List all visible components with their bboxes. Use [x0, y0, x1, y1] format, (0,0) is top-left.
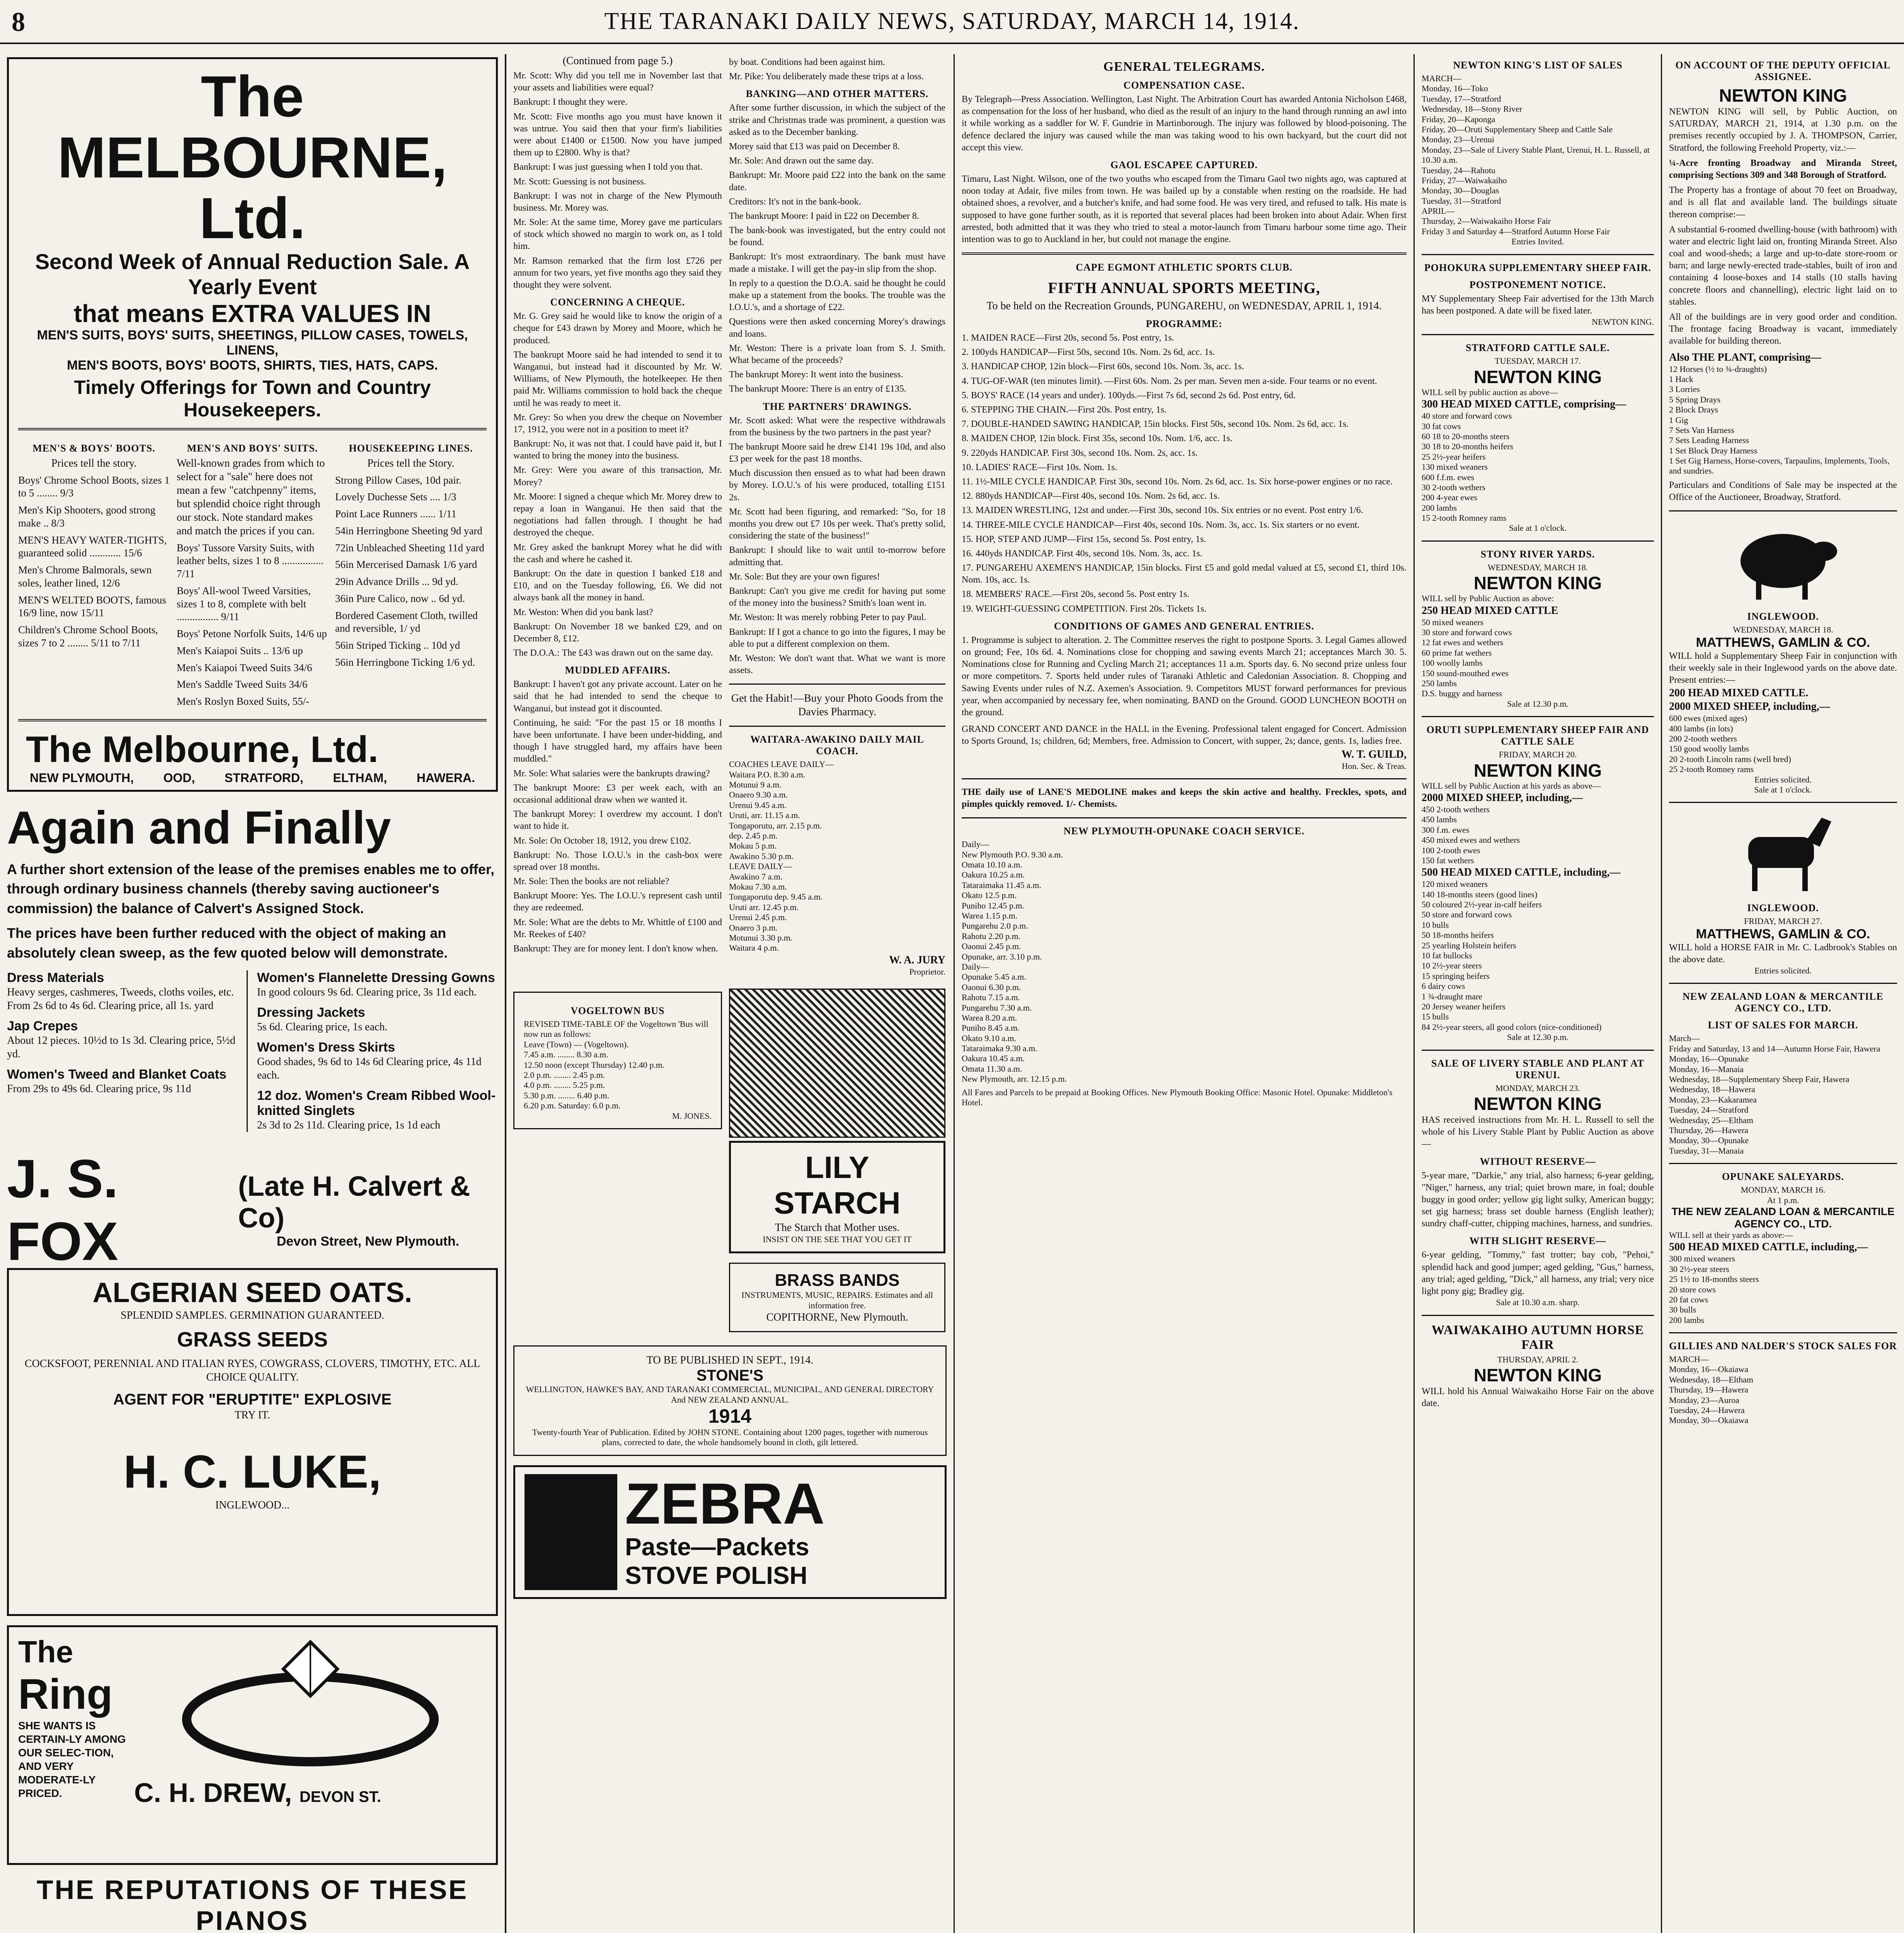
offer-text: From 29s to 49s 6d. Clearing price, 9s 11d	[7, 1082, 191, 1095]
section-heading: CONCERNING A CHEQUE.	[550, 297, 685, 308]
inglewood-horse-fair: INGLEWOOD. FRIDAY, MARCH 27. MATTHEWS, GAMLIN & CO. WILL hold a HORSE FAIR in Mr. C. Ladbrook's Stables on the above date. Entries solicited.	[1669, 810, 1897, 976]
inglewood-sheep-fair: INGLEWOOD. WEDNESDAY, MARCH 18. MATTHEWS, GAMLIN & CO. WILL hold a Supplementary Sheep Fair in conjunction with their weekly sale in their Inglewood yards on the above date. Present entries:— 200 HEAD MIXED CATTLE. 2000 MIXED SHEEP, including,— 600 ewes (mixed ages) 400 lambs (in lots) 200 2-tooth wethers 150 good woolly lambs 20 2-tooth Lincoln rams (well bred) 25 2-tooth Romney rams Entries solicited. Sale at 1 o'clock.	[1669, 518, 1897, 795]
melbourne-footer-name: The Melbourne, Ltd.	[26, 728, 378, 770]
suits-title: MEN'S AND BOYS' SUITS.	[187, 442, 318, 454]
offer-heading: Jap Crepes	[7, 1018, 78, 1033]
ring-icon	[134, 1634, 487, 1773]
melbourne-ad	[7, 57, 498, 792]
again-left	[7, 970, 248, 1132]
court-report-right: by boat. Conditions had been against him. Mr. Pike: You deliberately made these trips at a loss. BANKING—AND OTHER MATTERS. After some further discussion, in which the subject of the strike and Christmas trade was prominent, a question was asked as to the December banking. Morey said that £13 was paid on December 8. Mr. Sole: And drawn out the same day. Bankrupt: Mr. Moore paid £22 into the bank on the same date. Creditors: It's not in the bank-book. The bankrupt Moore: I paid in £22 on December 8. The bank-book was investigated, but the entry could not be found. Bankrupt: It's most extraordinary. The bank must have made a mistake. I will get the pay-in slip from the shop. In reply to a question the D.O.A. said he thought he could make up a statement from the books. The trouble was the I.O.U.'s, and a shortage of £22. Questions were then asked concerning Morey's drawings and loans. Mr. Weston: There is a private loan from S. J. Smith. What became of the proceeds? The bankrupt Morey: It went into the business. The bankrupt Moore: There is an entry of £135. THE PARTNERS' DRAWINGS. Mr. Scott asked: What were the respective withdrawals from the business by the two partners in the past year? The bankrupt Moore said he drew £141 19s 10d, and also £3 per week for the past 18 months. Much discussion then ensued as to what had been drawn by Morey. I.O.U.'s of his were produced, totalling £151 2s. Mr. Scott had been figuring, and remarked: "So, for 18 months you drew out £7 10s per week. That's pretty solid, considering the state of the business!" Bankrupt: I should like to wait until to-morrow before admitting that. Mr. Sole: But they are your own figures! Bankrupt: Can't you give me credit for having put some of the money into the business? Smith's loan went in. Mr. Weston: It was merely robbing Peter to pay Paul. Bankrupt: If I got a chance to go into the figures, I may be able to put a different complexion on them. Mr. Weston: We don't want that. What we want is more assets. Get the Habit!—Buy your Photo Goods from the Davies Pharmacy. WAITARA-AWAKINO DAILY MAIL COACH. COACHES LEAVE DAILY— Waitara P.O. 8.30 a.m. Motunui 9 a.m. Onaero 9.30 a.m. Urenui 9.45 a.m. Uruti, arr. 11.15 a.m. Tongaporutu, arr. 2.15 p.m. dep. 2.45 p.m. Mokau 5 p.m. Awakino 5.30 p.m. LEAVE DAILY— Awakino 7 a.m. Mokau 7.30 a.m. Tongaporutu dep. 9.45 a.m. Uruti arr. 12.45 p.m. Urenui 2.45 p.m. Onaero 3 p.m. Motunui 3.30 p.m. Waitara 4 p.m. W. A. JURY Proprietor.	[729, 57, 945, 977]
column-2-ads	[513, 989, 947, 1342]
court-report-paragraphs: Mr. Scott: Why did you tell me in November last that your assets and liabilities were equal? Bankrupt: I thought they were. Mr. Scott: Five months ago you must have known it was untrue. You said then that your firm's liabilities were about £1400 or £1500. Now you have jumped them up to £2800. Why is that? Bankrupt: I was just guessing when I told you that. Mr. Scott: Guessing is not business. Bankrupt: I was not in charge of the New Plymouth business. Mr. Morey was. Mr. Sole: At the same time, Morey gave me particulars of stock which showed no margin to work on, as I told him. Mr. Ramson remarked that the firm lost £726 per annum for two years, yet five months ago they said they thought they were solvent.	[513, 71, 722, 290]
offer-text: In good colours 9s 6d. Clearing price, 3s 11d each.	[257, 986, 477, 998]
luke-town: INGLEWOOD...	[215, 1499, 290, 1511]
fox-late: (Late H. Calvert & Co)	[238, 1171, 470, 1234]
boots-column	[18, 437, 170, 712]
list-item: Men's Kip Shooters, good strong make .. 8/3	[18, 504, 156, 529]
lily-starch-ad: LILY STARCH The Starch that Mother uses. INSIST ON THE SEE THAT YOU GET IT	[729, 1141, 945, 1253]
offer-text: 5s 6d. Clearing price, 1s each.	[257, 1021, 388, 1033]
list-item: Boys' All-wool Tweed Varsities, sizes 1 to 8, complete with belt ................ 9/11	[177, 585, 311, 623]
again-right	[257, 970, 498, 1132]
melbourne-line4: MEN'S BOOTS, BOYS' BOOTS, SHIRTS, TIES, HATS, CAPS.	[66, 358, 438, 373]
offer-heading: Dress Materials	[7, 970, 104, 985]
town: STRATFORD,	[225, 770, 303, 785]
again-title: Again and Finally	[7, 802, 391, 854]
assignee-sale: ON ACCOUNT OF THE DEPUTY OFFICIAL ASSIGNEE. NEWTON KING NEWTON KING will sell, by Public Auction, on SATURDAY, MARCH 21, 1914, at 1.30 p.m. on the premises recently occupied by J. A. THOMPSON, Carrier, Stratford, the following Freehold Property, viz.:— ¼-Acre fronting Broadway and Miranda Street, comprising Sections 309 and 348 Borough of Stratford. The Property has a frontage of about 70 feet on Broadway, and is all flat and available land. The buildings situate thereon comprise:— A substantial 6-roomed dwelling-house (with bathroom) with water and electric light laid on, fronting Miranda Street. Also coal and wood-sheds; a large and up-to-date store-room or barn; and large newly-erected trade-stables, built of iron and containing 4 loose-boxes and 14 stalls (10 stalls having concrete floors and channelling), electric light laid on to stables. All of the buildings are in very good order and condition. The frontage facing Broadway is vacant, immediately available for building thereon. Also THE PLANT, comprising— 12 Horses (½ to ¾-draughts) 1 Hack 3 Lorries 5 Spring Drays 2 Block Drays 1 Gig 7 Sets Van Harness 7 Sets Leading Harness 1 Set Block Dray Harness 1 Set Gig Harness, Horse-covers, Tarpaulins, Implements, Tools, and sundries. Particulars and Conditions of Sale may be inspected at the Office of the Auctioneer, Broadway, Stratford.	[1669, 60, 1897, 503]
section-heading: MUDDLED AFFAIRS.	[565, 665, 671, 676]
newton-king-sales-list: NEWTON KING'S LIST OF SALES MARCH— Monday, 16—Toko Tuesday, 17—Stratford Wednesday, 18—Stony River Friday, 20—Kaponga Friday, 20—Oruti Supplementary Sheep and Cattle Sale Monday, 23—Urenui Monday, 23—Sale of Livery Stable Plant, Urenui, H. L. Russell, at 10.30 a.m. Tuesday, 24—Rahotu Friday, 27—Waiwakaiho Monday, 30—Douglas Tuesday, 31—Stratford APRIL— Thursday, 2—Waiwakaiho Horse Fair Friday 3 and Saturday 4—Stratford Autumn Horse Fair Entries Invited.	[1422, 60, 1650, 247]
list-item: Children's Chrome School Boots, sizes 7 to 2 ........ 5/11 to 7/11	[18, 624, 158, 649]
page-number: 8	[12, 7, 26, 37]
offer-text: About 12 pieces. 10½d to 1s 3d. Clearing price, 5½d yd.	[7, 1034, 236, 1060]
oruti-sale: ORUTI SUPPLEMENTARY SHEEP FAIR AND CATTLE SALE FRIDAY, MARCH 20. NEWTON KING WILL sell by Public Auction at his yards as above— 2000 MIXED SHEEP, including,— 450 2-tooth wethers 450 lambs 300 f.m. ewes 450 mixed ewes and wethers 100 2-tooth ewes 150 fat wethers 500 HEAD MIXED CATTLE, including,— 120 mixed weaners 140 18-months steers (good lines) 50 coloured 2½-year in-calf heifers 50 store and forward cows 10 bulls 50 18-months heifers 25 yearling Holstein heifers 10 fat bullocks 10 2½-year steers 15 springing heifers 6 dairy cows 1 ¾-draught mare 20 Jersey weaner heifers 15 bulls 84 2½-year steers, all good colors (nice-conditioned) Sale at 12.30 p.m.	[1422, 724, 1649, 1042]
pohokura-notice: POHOKURA SUPPLEMENTARY SHEEP FAIR. POSTPONEMENT NOTICE. MY Supplementary Sheep Fair advertised for the 13th March has been postponed. A date will be fixed later. NEWTON KING.	[1422, 262, 1654, 327]
drew-title1: The	[18, 1635, 73, 1669]
sports-meeting-ad: CAPE EGMONT ATHLETIC SPORTS CLUB. FIFTH ANNUAL SPORTS MEETING, To be held on the Recreation Grounds, PUNGAREHU, on WEDNESDAY, APRIL 1, 1914. PROGRAMME: 1. MAIDEN RACE—First 20s, second 5s. Post entry, 1s. 2. 100yds HANDICAP—First 50s, second 10s. Nom. 2s 6d, acc. 1s. 3. HANDICAP CHOP, 12in block—First 60s, second 10s. Nom. 3s, acc. 1s. 4. TUG-OF-WAR (ten minutes limit). —First 60s. Nom. 2s per man. Seven men a-side. Four teams or no event. 5. BOYS' RACE (14 years and under). 100yds.—First 7s 6d, second 2s 6d. Post entry, 6d. 6. STEPPING THE CHAIN.—First 20s. Post entry, 1s. 7. DOUBLE-HANDED SAWING HANDICAP, 15in blocks. First 50s, second 10s. Nom. 2s 6d, acc. 1s. 8. MAIDEN CHOP, 12in block. First 35s, second 10s. Nom. 1/6, acc. 1s. 9. 220yds HANDICAP. First 30s, second 10s. Nom. 2s, acc. 1s. 10. LADIES' RACE—First 10s. Nom. 1s. 11. 1½-MILE CYCLE HANDICAP. First 30s, second 10s. Nom. 2s 6d, acc. 1s. Six horse-power engines or no race. 12. 880yds HANDICAP—First 40s, second 10s. Nom. 2s 6d, acc. 1s. 13. MAIDEN WRESTLING, 12st and under.—First 30s, second 10s. Six entries or no event. Post entry 1/6. 14. THREE-MILE CYCLE HANDICAP—First 40s, second 10s. Nom. 3s, acc. 1s. Six starters or no event. 15. HOP, STEP AND JUMP—First 15s, second 5s. Post entry, 1s. 16. 440yds HANDICAP. First 40s, second 10s. Nom. 3s, acc. 1s. 17. PUNGAREHU AXEMEN'S HANDICAP, 15in blocks. First £5 and gold medal valued at £5, second £1, third 10s. Nom. 10s, acc. 1s. 18. MEMBERS' RACE.—First 20s, second 5s. Post entry 1s. 19. WEIGHT-GUESSING COMPETITION. First 20s. Tickets 1s. CONDITIONS OF GAMES AND GENERAL ENTRIES. 1. Programme is subject to alteration. 2. The Committee reserves the right to postpone Sports. 3. Legal Games allowed on ground; Fee, 10s 6d. 4. Nominations close for chopping and sawing events March 21; acceptances March 30. 5. Nominations close for Running and Cycling March 21; acceptances 11 a.m. Sports day. 6. No second prize unless four or more competitors. 7. Sports held under rules of Taranaki Athletic and Caledonian Association. 8. Chopping and Sawing Events under rules of N.Z. Axemen's Association. 9. Competitors MUST forward performances for previous year, when accompanied by necessary fee, when nominating. BAND on the Ground. GOOD LUNCHEON BOOTH on the ground. GRAND CONCERT AND DANCE in the HALL in the Evening. Professional talent engaged for Concert. Admission to Sports Ground, 1s; children, 6d; Members, free. Admission to Concert, with supper, 2s; dance, gents. 1s, ladies free. W. T. GUILD, Hon. Sec. & Treas.	[962, 262, 1407, 771]
drew-ad	[7, 1625, 498, 1865]
list-item: 56in Mercerised Damask 1/6 yard	[335, 559, 477, 571]
luke-l1: SPLENDID SAMPLES. GERMINATION GUARANTEED.	[120, 1309, 385, 1321]
section-heading: GAOL ESCAPEE CAPTURED.	[1110, 159, 1258, 170]
suits-column	[177, 437, 328, 712]
get-habit-notice: Get the Habit!—Buy your Photo Goods from the Davies Pharmacy.	[731, 692, 943, 718]
list-item: 72in Unbleached Sheeting 11d yard	[335, 542, 484, 554]
town: HAWERA.	[416, 770, 475, 785]
list-item: 56in Striped Ticking .. 10d yd	[335, 639, 460, 651]
gillies-nalder-sales: GILLIES AND NALDER'S STOCK SALES FOR MARCH— Monday, 16—Okaiawa Wednesday, 18—Eltham Thursday, 19—Hawera Monday, 23—Auroa Tuesday, 24—Hawera Monday, 30—Okaiawa	[1669, 1340, 1897, 1425]
vogeltown-bus: VOGELTOWN BUS REVISED TIME-TABLE OF the Vogeltown 'Bus will now run as follows: Leave (Town) — (Vogeltown). 7.45 a.m. ........ 8.30 a.m. 12.50 noon (except Thursday) 12.40 p.m. 2.0 p.m. ........ 2.45 p.m. 4.0 p.m. ........ 5.25 p.m. 5.30 p.m. ........ 6.40 p.m. 6.20 p.m. Saturday: 6.0 p.m. M. JONES.	[513, 992, 722, 1129]
again-offers	[7, 970, 498, 1132]
section-heading: BANKING—AND OTHER MATTERS.	[746, 88, 929, 100]
list-item: MEN'S HEAVY WATER-TIGHTS, guaranteed solid ............ 15/6	[18, 534, 167, 559]
town: OOD,	[163, 770, 195, 785]
opunake-coach-service: NEW PLYMOUTH-OPUNAKE COACH SERVICE. Daily— New Plymouth P.O. 9.30 a.m. Omata 10.10 a.m. Oakura 10.25 a.m. Tataraimaka 11.45 a.m. Okato 12.5 p.m. Puniho 12.45 p.m. Warea 1.15 p.m. Pungarehu 2.0 p.m. Rahotu 2.20 p.m. Oaonui 2.45 p.m. Opunake, arr. 3.10 p.m. Daily— Opunake 5.45 a.m. Oaonui 6.30 p.m. Rahotu 7.15 a.m. Pungarehu 7.30 a.m. Warea 8.20 a.m. Puniho 8.45 a.m. Okato 9.10 a.m. Tataraimaka 9.30 a.m. Oakura 10.45 a.m. Omata 11.30 a.m. New Plymouth, arr. 12.15 p.m. All Fares and Parcels to be prepaid at Booking Offices. New Plymouth Booking Office: Masonic Hotel. Opunake: Middleton's Hotel.	[962, 825, 1393, 1108]
melbourne-line5: Timely Offerings for Town and Country Housekeepers.	[74, 376, 431, 421]
continued-note: (Continued from page 5.)	[562, 55, 673, 67]
fox-name: J. S. FOX	[7, 1148, 118, 1272]
drew-text: SHE WANTS IS CERTAIN-LY AMONG OUR SELEC-TION, AND VERY MODERATE-LY PRICED.	[18, 1720, 126, 1799]
again-p2: The prices have been further reduced with the object of making an absolutely clean sweep, as the few quoted below will demonstrate.	[7, 925, 448, 961]
again-finally-ad	[7, 801, 498, 1272]
offer-text: 2s 3d to 2s 11d. Clearing price, 1s 1d each	[257, 1119, 441, 1131]
offer-heading: Dressing Jackets	[257, 1005, 365, 1020]
horse-fair-notice: WAIWAKAIHO AUTUMN HORSE FAIR THURSDAY, APRIL 2. NEWTON KING WILL hold his Annual Waiwakaiho Horse Fair on the above date.	[1422, 1323, 1654, 1409]
newspaper-title: THE TARANAKI DAILY NEWS, SATURDAY, MARCH 14, 1914.	[604, 8, 1300, 34]
luke-l3: COCKSFOOT, PERENNIAL AND ITALIAN RYES, COWGRASS, CLOVERS, TIMOTHY, ETC. ALL CHOICE QUALITY.	[24, 1358, 480, 1383]
melbourne-line3: MEN'S SUITS, BOYS' SUITS, SHEETINGS, PILLOW CASES, TOWELS, LINENS,	[37, 327, 468, 358]
column-3	[955, 54, 1415, 1933]
melbourne-name: The MELBOURNE, Ltd.	[57, 64, 448, 251]
luke-l4: AGENT FOR "ERUPTITE" EXPLOSIVE	[113, 1391, 392, 1408]
list-item: Men's Chrome Balmorals, sewn soles, leather lined, 12/6	[18, 564, 152, 589]
section-heading: THE PARTNERS' DRAWINGS.	[763, 401, 912, 412]
luke-l2: GRASS SEEDS	[177, 1328, 328, 1351]
offer-text: Good shades, 9s 6d to 14s 6d Clearing price, 4s 11d each.	[257, 1055, 482, 1081]
section-heading: COMPENSATION CASE.	[1123, 80, 1245, 91]
gaol-article: Timaru, Last Night. Wilson, one of the two youths who escaped from the Timaru Gaol two nights ago, was captured at noon today at Adair, five miles from town. He was bailed up by a constable when resting on the roadside. He had obtained shoes, a revolver, and a butcher's knife, and had some food. He was very tired, and refused to talk. His mate is supposed to have gone further south, as it is reported that several places had been broken into about Adair. When first arrested, both admitted that it was they who tried to steal a motor-launch from Timaru harbour some time ago. Their intention was to go to Auckland in her, but could not manage the engine.	[962, 174, 1407, 244]
horse-icon	[1669, 810, 1897, 895]
stones-directory-ad: TO BE PUBLISHED IN SEPT., 1914. STONE'S WELLINGTON, HAWKE'S BAY, AND TARANAKI COMMERCIAL, MUNICIPAL, AND GENERAL DIRECTORY And NEW ZEALAND ANNUAL. 1914 Twenty-fourth Year of Publication. Edited by JOHN STONE. Containing about 1200 pages, together with numerous plans, corrected to date, the whole handsomely bound in cloth, gilt lettered.	[513, 1345, 947, 1456]
sheep-icon	[1669, 518, 1897, 603]
housekeeping-sub: Prices tell the Story.	[367, 457, 455, 469]
zebra-icon	[525, 1474, 617, 1590]
list-item: Strong Pillow Cases, 10d pair.	[335, 474, 462, 486]
list-item: Men's Saddle Tweed Suits 34/6	[177, 678, 308, 690]
list-item: Men's Kaiapoi Tweed Suits 34/6	[177, 661, 312, 673]
list-item: MEN'S WELTED BOOTS, famous 16/9 line, now 15/11	[18, 594, 166, 619]
list-item: 29in Advance Drills ... 9d yd.	[335, 576, 458, 587]
list-item: 56in Herringbone Ticking 1/6 yd.	[335, 656, 475, 668]
column-4	[1415, 54, 1662, 1933]
luke-l5: TRY IT.	[235, 1409, 270, 1421]
melbourne-price-columns	[18, 437, 487, 712]
offer-heading: Women's Tweed and Blanket Coats	[7, 1067, 227, 1082]
list-item: Bordered Casement Cloth, twilled and reversible, 1/ yd	[335, 609, 478, 634]
pianos-ad	[7, 1874, 498, 1933]
offer-heading: Women's Flannelette Dressing Gowns	[257, 970, 495, 985]
luke-ad	[7, 1268, 498, 1616]
luke-name: H. C. LUKE,	[123, 1446, 381, 1498]
town: NEW PLYMOUTH,	[30, 770, 134, 785]
list-item: Point Lace Runners ...... 1/11	[335, 508, 456, 520]
melbourne-line2: that means EXTRA VALUES IN	[73, 299, 431, 327]
compensation-article: By Telegraph—Press Association. Wellington, Last Night. The Arbitration Court has awarded Antonia Nicholson £468, as compensation for the loss of her husband, who died as the result of an injury to the hand through running an awl into it while working as a saddler for W. F. Gundrie in Martinborough. The injury was followed by blood-poisoning. The defence declared the injury was caused while the man was taking wood to his own backyard, but the court did not accept this view.	[962, 94, 1407, 153]
housekeeping-column	[335, 437, 487, 712]
opunake-saleyards: OPUNAKE SALEYARDS. MONDAY, MARCH 16. At 1 p.m. THE NEW ZEALAND LOAN & MERCANTILE AGENCY CO., LTD. WILL sell at their yards as above:— 500 HEAD MIXED CATTLE, including,— 300 mixed weaners 30 2½-year steers 25 1½ to 18-months steers 20 store cows 20 fat cows 30 bulls 200 lambs	[1669, 1171, 1895, 1325]
fox-address: Devon Street, New Plymouth.	[276, 1234, 460, 1249]
stratford-cattle-sale: STRATFORD CATTLE SALE. TUESDAY, MARCH 17. NEWTON KING WILL sell by public auction as above— 300 HEAD MIXED CATTLE, comprising— 40 store and forward cows 30 fat cows 60 18 to 20-months steers 30 18 to 20-months heifers 25 2½-year heifers 130 mixed weaners 600 f.f.m. ewes 30 2-tooth wethers 200 4-year ewes 200 lambs 15 2-tooth Romney rams Sale at 1 o'clock.	[1422, 342, 1626, 533]
drew-title2: Ring	[18, 1670, 113, 1718]
list-item: Boys' Chrome School Boots, sizes 1 to 5 ........ 9/3	[18, 474, 170, 499]
column-5	[1662, 54, 1904, 1933]
list-item: 36in Pure Calico, now .. 6d yd.	[335, 592, 465, 604]
column-2	[506, 54, 955, 1933]
pianos-title: THE REPUTATIONS OF THESE PIANOS	[36, 1875, 468, 1933]
list-item: Boys' Tussore Varsity Suits, with leather belts, sizes 1 to 8 ................ 7/11	[177, 542, 324, 580]
list-item: Lovely Duchesse Sets .... 1/3	[335, 491, 456, 503]
again-p1: A further short extension of the lease of the premises enables me to offer, through ordinary business channels (thereby saving auctioneer's commission) the balance of Calvert's Assigned Stock.	[7, 861, 494, 916]
melbourne-line1: Second Week of Annual Reduction Sale. A Yearly Event	[35, 249, 470, 299]
livery-stable-sale: SALE OF LIVERY STABLE AND PLANT AT URENUI. MONDAY, MARCH 23. NEWTON KING HAS received instructions from Mr. H. L. Russell to sell the whole of his Livery Stable Plant by Public Auction as above— WITHOUT RESERVE— 5-year mare, "Darkie," any trial, also harness; 6-year gelding, "Niger," harness, any trial; quiet brown mare, in foal; double buggy in good order; yellow gig light sulky, American buggy; set gig harness; brass set double harness (English leather); sundry chaff-cutter, chipping machines, harness, and sundries. WITH SLIGHT RESERVE— 6-year gelding, "Tommy," fast trotter; bay cob, "Pehoi," splendid hack and good jumper; aged gelding, "Gus," harness, any trial; aged gelding, "Dick," all harness, any trial; very nice light pony gig; Bradley gig. Sale at 10.30 a.m. sharp.	[1422, 1057, 1654, 1307]
list-item: 54in Herringbone Sheeting 9d yard	[335, 525, 482, 537]
lily-starch-illustration	[729, 989, 945, 1138]
drew-name: C. H. DREW, DEVON ST.	[134, 1778, 381, 1808]
town: ELTHAM,	[333, 770, 387, 785]
offer-text: Heavy serges, cashmeres, Tweeds, cloths voiles, etc. From 2s 6d to 4s 6d. Clearing price, all 1s. yard	[7, 986, 234, 1012]
fox-signature	[7, 1147, 498, 1273]
boots-sub: Prices tell the story.	[51, 457, 137, 469]
suits-intro: Well-known grades from which to select for a "sale" here does not mean a few "catchpenny" items, but splendid choice right through our stock. Note standard makes and match the prices if you can.	[177, 457, 325, 537]
list-item: Men's Kaiapoi Suits .. 13/6 up	[177, 644, 303, 656]
masthead	[0, 0, 1904, 44]
list-item: Boys' Petone Norfolk Suits, 14/6 up	[177, 628, 327, 639]
melbourne-towns	[18, 771, 487, 785]
boots-title: MEN'S & BOYS' BOOTS.	[32, 442, 155, 454]
court-report-left: (Continued from page 5.) Mr. Scott: Why did you tell me in November last that your assets and liabilities were equal? Bankrupt: I thought they were. Mr. Scott: Five months ago you must have known it was untrue. You said then that your firm's liabilities were about £1400 or £1500. Now you have jumped them up to £2800. Why is that? Bankrupt: I was just guessing when I told you that. Mr. Scott: Guessing is not business. Bankrupt: I was not in charge of the New Plymouth business. Mr. Morey was. Mr. Sole: At the same time, Morey gave me particulars of stock which showed no margin to work on, as I told him. Mr. Ramson remarked that the firm lost £726 per annum for two years, yet five months ago they said they thought they were solvent. CONCERNING A CHEQUE. Mr. G. Grey said he would like to know the origin of a cheque for £43 drawn by Morey and Moore, which he produced. The bankrupt Moore said he had intended to send it to Wanganui, but instead had it discounted by Mr. W. Williams, of New Plymouth, the hotelkeeper. He then paid Mr. Williams commission to hold back the cheque until he was ready to meet it. Mr. Grey: So when you drew the cheque on November 17, 1912, you were not in a position to meet it? Bankrupt: No, it was not that. I could have paid it, but I wanted to bring the money into the business. Mr. Grey: Were you aware of this transaction, Mr. Morey? Mr. Moore: I signed a cheque which Mr. Morey drew to repay a loan in Wanganui. He then said that the negotiations had fallen through. I thought he had destroyed the cheque. Mr. Grey asked the bankrupt Morey what he did with the cash and where he cashed it. Bankrupt: On the date in question I banked £18 and £10, and on the Tuesday following, £6. We did not always bank all the money in hand. Mr. Weston: When did you bank last? Bankrupt: On November 18 we banked £29, and on December 8, £12. The D.O.A.: The £43 was drawn out on the same day. MUDDLED AFFAIRS. Bankrupt: I haven't got any private account. Later on he said that he had intended to send the cheque to Wanganui, but instead got it discounted. Continuing, he said: "For the past 15 or 18 months I have been unfortunate. I have been under-bidding, and though I have struggled hard, my affairs have been muddled." Mr. Sole: What salaries were the bankrupts drawing? The bankrupt Moore: £3 per week each, with an occasional additional draw when we wanted it. The bankrupt Morey: I overdrew my account. I don't want to hide it. Mr. Sole: On October 18, 1912, you drew £102. Bankrupt: No. Those I.O.U.'s in the cash-box were spread over 18 months. Mr. Sole: Then the books are not reliable? Bankrupt Moore: Yes. The I.O.U.'s represent cash until they are redeemed. Mr. Sole: What are the debts to Mr. Whittle of £100 and Mr. Reekes of £40? Bankrupt: They are for money lent. I don't know when.	[513, 55, 722, 954]
offer-heading: Women's Dress Skirts	[257, 1040, 395, 1055]
housekeeping-title: HOUSEKEEPING LINES.	[349, 442, 473, 454]
stony-river-sale: STONY RIVER YARDS. WEDNESDAY, MARCH 18. NEWTON KING WILL sell by Public Auction as above: 250 HEAD MIXED CATTLE 50 mixed weaners 30 store and forward cows 12 fat ewes and wethers 60 prime fat wethers 100 woolly lambs 150 sound-mouthed ewes 250 lambs D.S. buggy and harness Sale at 12.30 p.m.	[1422, 548, 1602, 709]
general-telegrams-heading: GENERAL TELEGRAMS.	[1103, 60, 1265, 74]
column-1	[0, 54, 506, 1933]
offer-heading: 12 doz. Women's Cream Ribbed Wool-knitted Singlets	[257, 1088, 496, 1118]
waitara-coach: WAITARA-AWAKINO DAILY MAIL COACH. COACHES LEAVE DAILY— Waitara P.O. 8.30 a.m. Motunui 9 a.m. Onaero 9.30 a.m. Urenui 9.45 a.m. Uruti, arr. 11.15 a.m. Tongaporutu, arr. 2.15 p.m. dep. 2.45 p.m. Mokau 5 p.m. Awakino 5.30 p.m. LEAVE DAILY— Awakino 7 a.m. Mokau 7.30 a.m. Tongaporutu dep. 9.45 a.m. Uruti arr. 12.45 p.m. Urenui 2.45 p.m. Onaero 3 p.m. Motunui 3.30 p.m. Waitara 4 p.m. W. A. JURY Proprietor.	[729, 734, 945, 977]
brass-bands-ad: BRASS BANDS INSTRUMENTS, MUSIC, REPAIRS. Estimates and all information free. COPITHORNE, New Plymouth.	[729, 1263, 945, 1332]
nz-loan-sales-list: NEW ZEALAND LOAN & MERCANTILE AGENCY CO., LTD. LIST OF SALES FOR MARCH. March— Friday and Saturday, 13 and 14—Autumn Horse Fair, Hawera Monday, 16—Opunake Monday, 16—Manaia Wednesday, 18—Supplementary Sheep Fair, Hawera Wednesday, 18—Hawera Monday, 23—Kakaramea Tuesday, 24—Stratford Wednesday, 25—Eltham Thursday, 26—Hawera Monday, 30—Opunake Tuesday, 31—Manaia	[1669, 991, 1884, 1156]
luke-title: ALGERIAN SEED OATS.	[92, 1277, 412, 1308]
list-item: Men's Roslyn Boxed Suits, 55/-	[177, 695, 310, 707]
zebra-ad: ZEBRA Paste—Packets STOVE POLISH	[513, 1465, 947, 1599]
lanes-medoline-ad: THE daily use of LANE'S MEDOLINE makes and keeps the skin active and healthy. Freckles, spots, and pimples quickly removed. 1/- Chemists.	[962, 787, 1407, 810]
